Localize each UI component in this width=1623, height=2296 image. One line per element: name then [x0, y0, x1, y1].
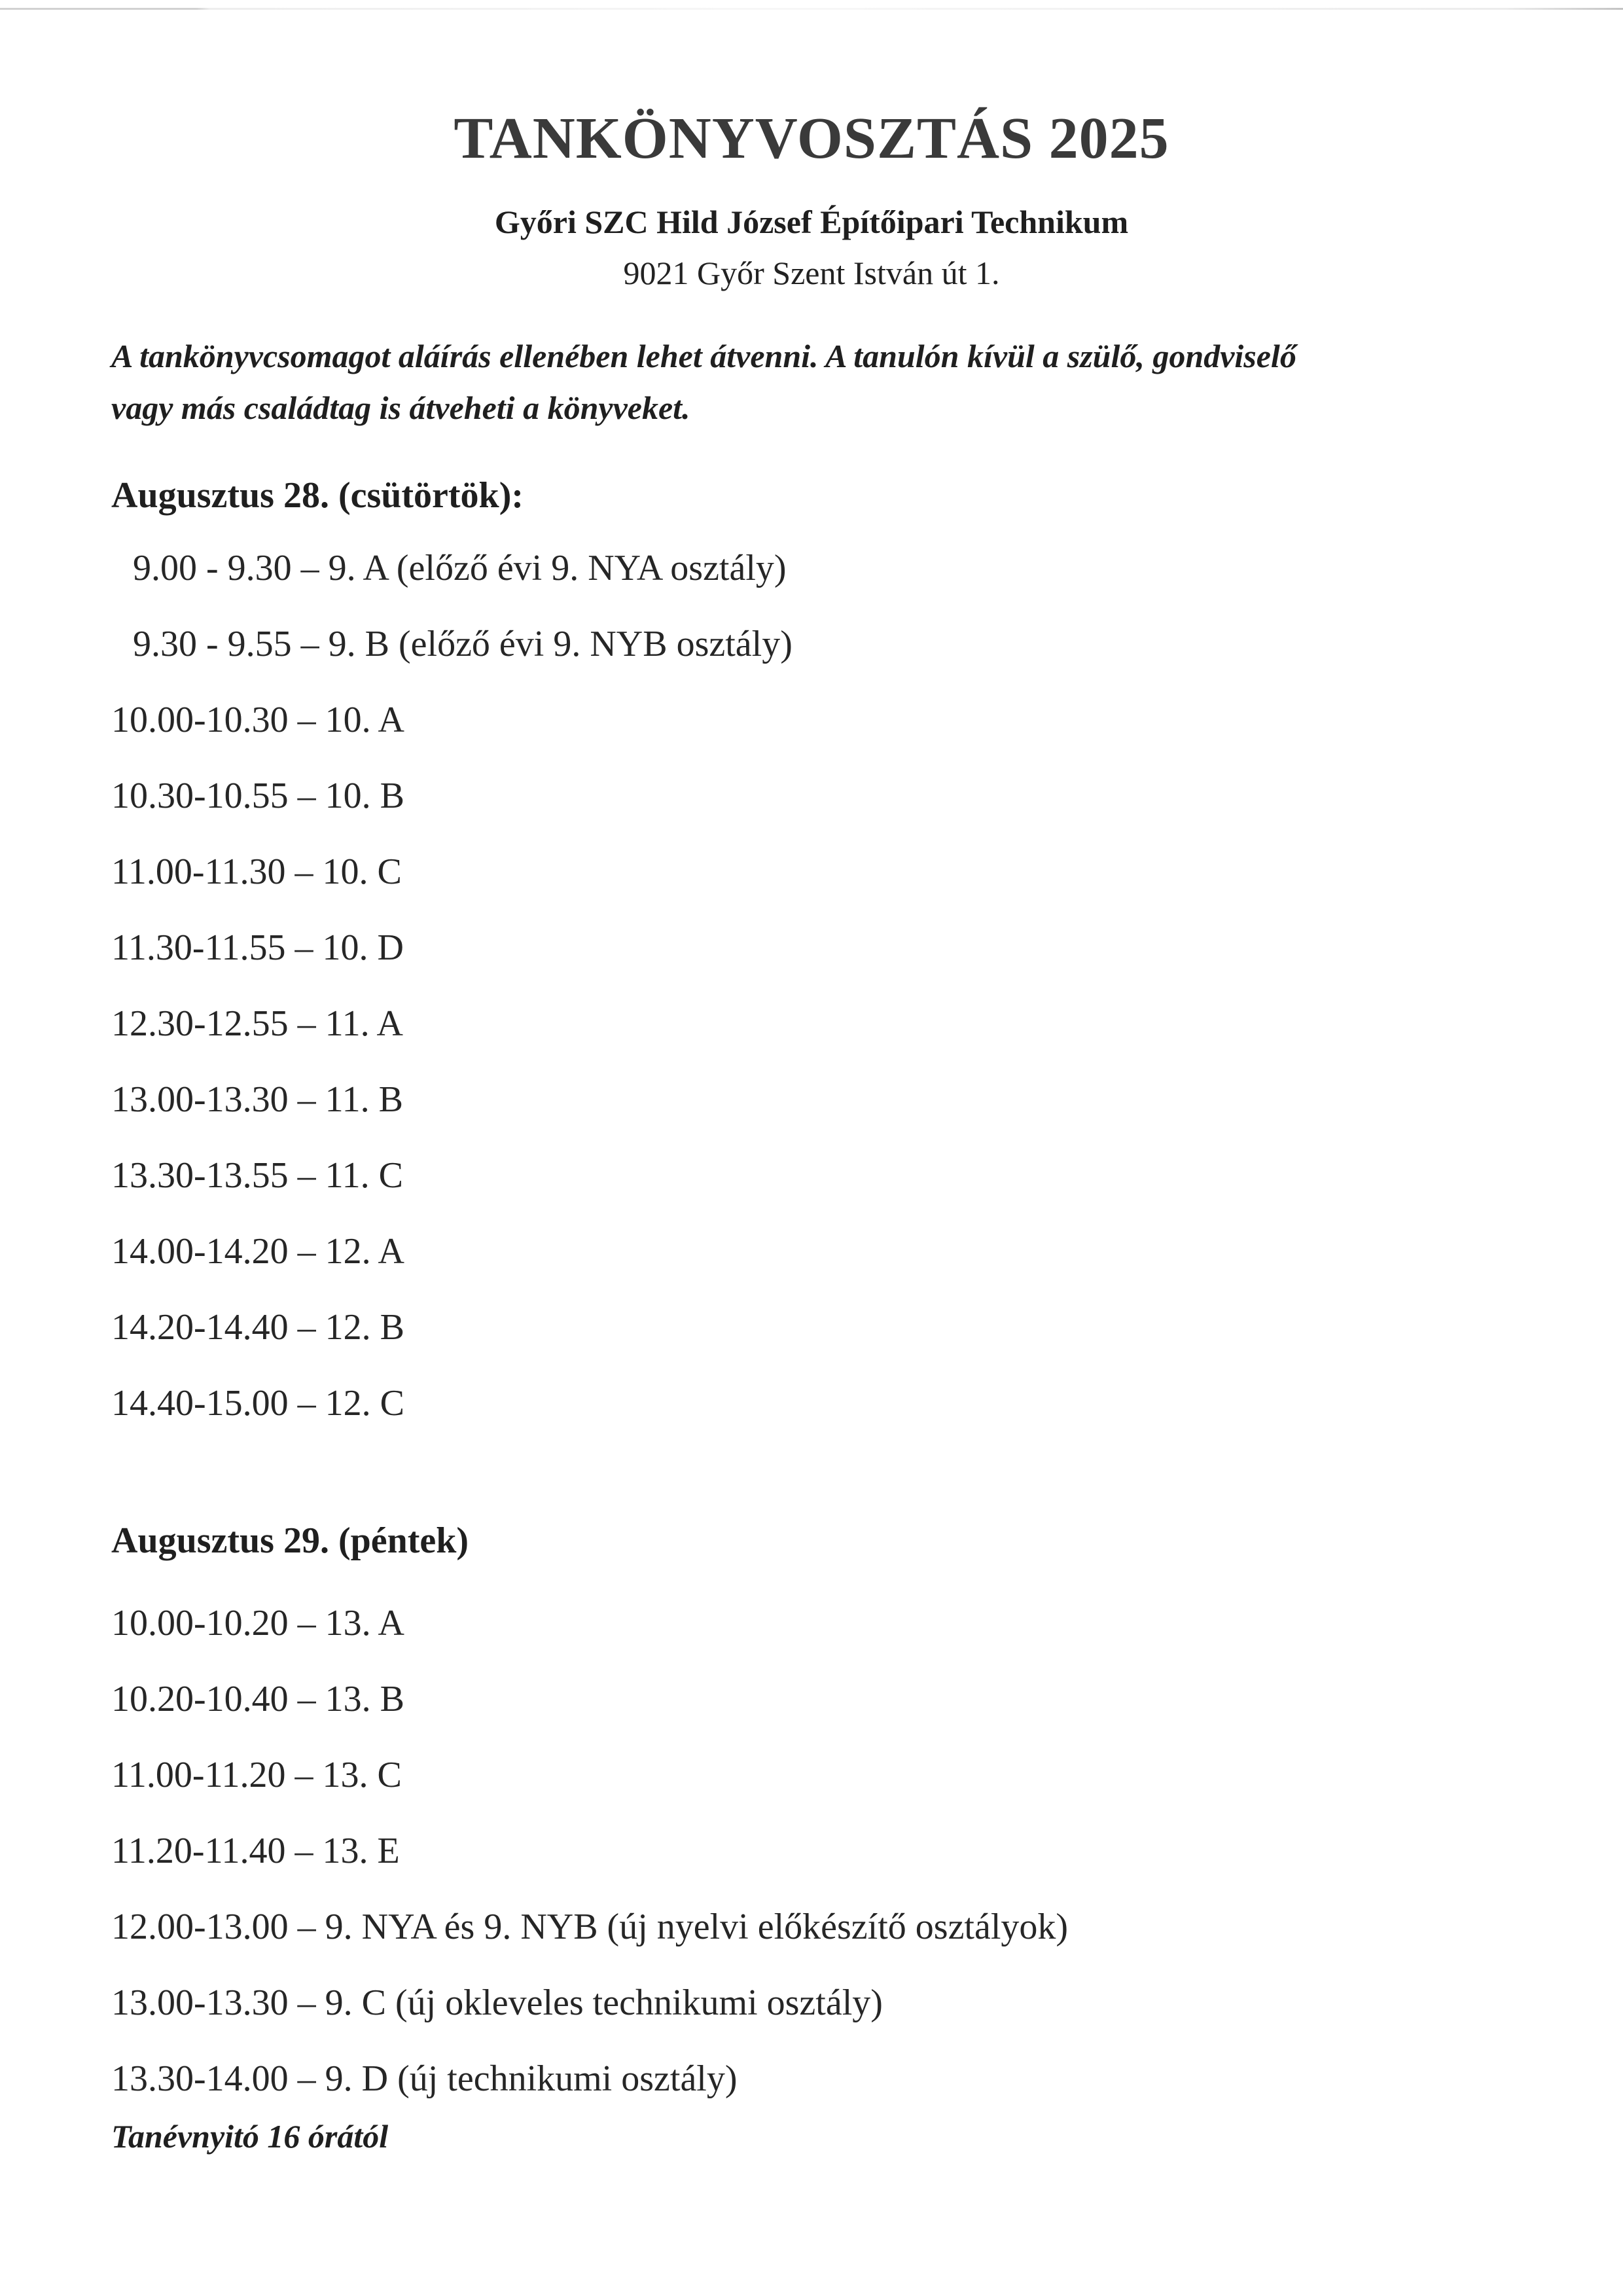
schedule-slot: 9.30 - 9.55 – 9. B (előző évi 9. NYB osztály) [133, 624, 793, 664]
schedule-slot: 13.00-13.30 – 11. B [111, 1079, 403, 1120]
schedule-slot: 11.00-11.20 – 13. C [111, 1755, 402, 1795]
schedule-slot: 10.00-10.30 – 10. A [111, 700, 404, 740]
schedule-slot: 10.00-10.20 – 13. A [111, 1603, 404, 1643]
pickup-notice-line-1: A tankönyvcsomagot aláírás ellenében lehet átvenni. A tanulón kívül a szülő, gondviselő [111, 338, 1296, 374]
page-title: TANKÖNYVOSZTÁS 2025 [454, 106, 1169, 171]
schedule-slot: 13.30-14.00 – 9. D (új technikumi osztály) [111, 2058, 738, 2099]
schedule-slot: 11.00-11.30 – 10. C [111, 852, 402, 892]
scan-edge-line [0, 8, 1623, 10]
schedule-slot: 11.30-11.55 – 10. D [111, 927, 404, 968]
schedule-list-aug-28 [111, 530, 793, 1441]
schedule-slot: 9.00 - 9.30 – 9. A (előző évi 9. NYA osztály) [133, 548, 787, 588]
school-name: Győri SZC Hild József Építőipari Technikum [494, 204, 1129, 240]
schedule-slot: 14.40-15.00 – 12. C [111, 1383, 404, 1424]
schedule-slot: 13.00-13.30 – 9. C (új okleveles technikumi osztály) [111, 1982, 883, 2023]
pickup-notice-line-2: vagy más családtag is átveheti a könyveket. [111, 389, 690, 426]
school-address: 9021 Győr Szent István út 1. [623, 255, 1000, 291]
day-heading-aug-28: Augusztus 28. (csütörtök): [111, 475, 524, 516]
schedule-slot: 14.00-14.20 – 12. A [111, 1231, 404, 1272]
schedule-slot: 12.30-12.55 – 11. A [111, 1003, 403, 1044]
schedule-slot: 13.30-13.55 – 11. C [111, 1155, 403, 1196]
school-year-opening-note: Tanévnyitó 16 órától [111, 2118, 389, 2155]
day-heading-aug-29: Augusztus 29. (péntek) [111, 1520, 469, 1561]
schedule-list-aug-29 [111, 1585, 1068, 2117]
schedule-slot: 11.20-11.40 – 13. E [111, 1831, 400, 1871]
schedule-slot: 10.20-10.40 – 13. B [111, 1679, 404, 1719]
schedule-slot: 12.00-13.00 – 9. NYA és 9. NYB (új nyelvi előkészítő osztályok) [111, 1907, 1069, 1947]
pickup-notice [111, 331, 1531, 434]
schedule-slot: 14.20-14.40 – 12. B [111, 1307, 404, 1348]
schedule-slot: 10.30-10.55 – 10. B [111, 776, 404, 816]
